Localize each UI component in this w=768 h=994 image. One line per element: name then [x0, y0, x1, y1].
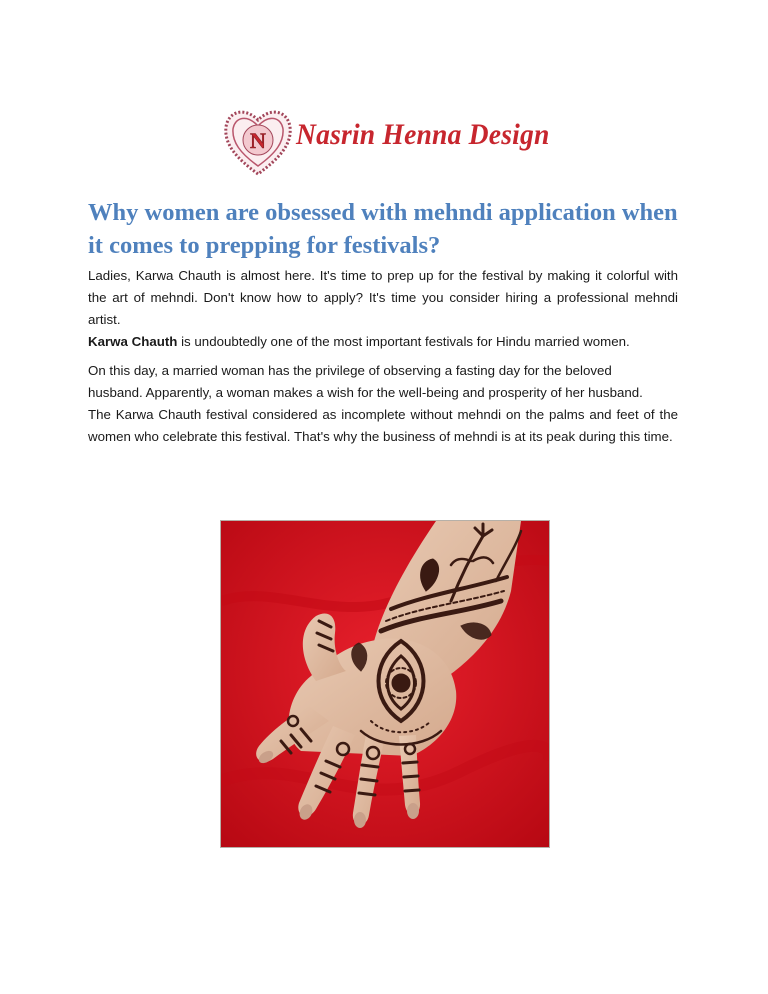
paragraph-intro: Ladies, Karwa Chauth is almost here. It's time to prep up for the festival by making it colorful with the art of mehndi. Don't know how to apply? It's time you consider hiring a professional mehndi artist. [88, 268, 678, 327]
karwa-chauth-emphasis: Karwa Chauth [88, 334, 178, 349]
paragraph-mehndi-business: The Karwa Chauth festival considered as incomplete without mehndi on the palms and feet of the women who celebrate this festival. That's why the business of mehndi is at its peak during this time. [88, 407, 678, 444]
paragraph-fasting-line-1: On this day, a married woman has the privilege of observing a fasting day for the beloved [88, 363, 612, 378]
paragraph-karwa-chauth-text: is undoubtedly one of the most important festivals for Hindu married women. [177, 334, 630, 349]
article-title: Why women are obsessed with mehndi application when it comes to prepping for festivals? [88, 199, 678, 259]
brand-logo [222, 100, 552, 180]
brand-name: Nasrin Henna Design [296, 118, 550, 151]
logo-monogram: N [250, 128, 266, 153]
paragraph-fasting-day [88, 360, 678, 404]
paragraph-karwa-chauth [88, 331, 678, 353]
henna-hand-illustration [221, 521, 549, 847]
henna-hand-photo [220, 520, 550, 848]
paragraph-fasting-line-2: husband. Apparently, a woman makes a wish for the well-being and prosperity of her husband. [88, 385, 643, 400]
heart-emblem-icon [222, 100, 294, 180]
